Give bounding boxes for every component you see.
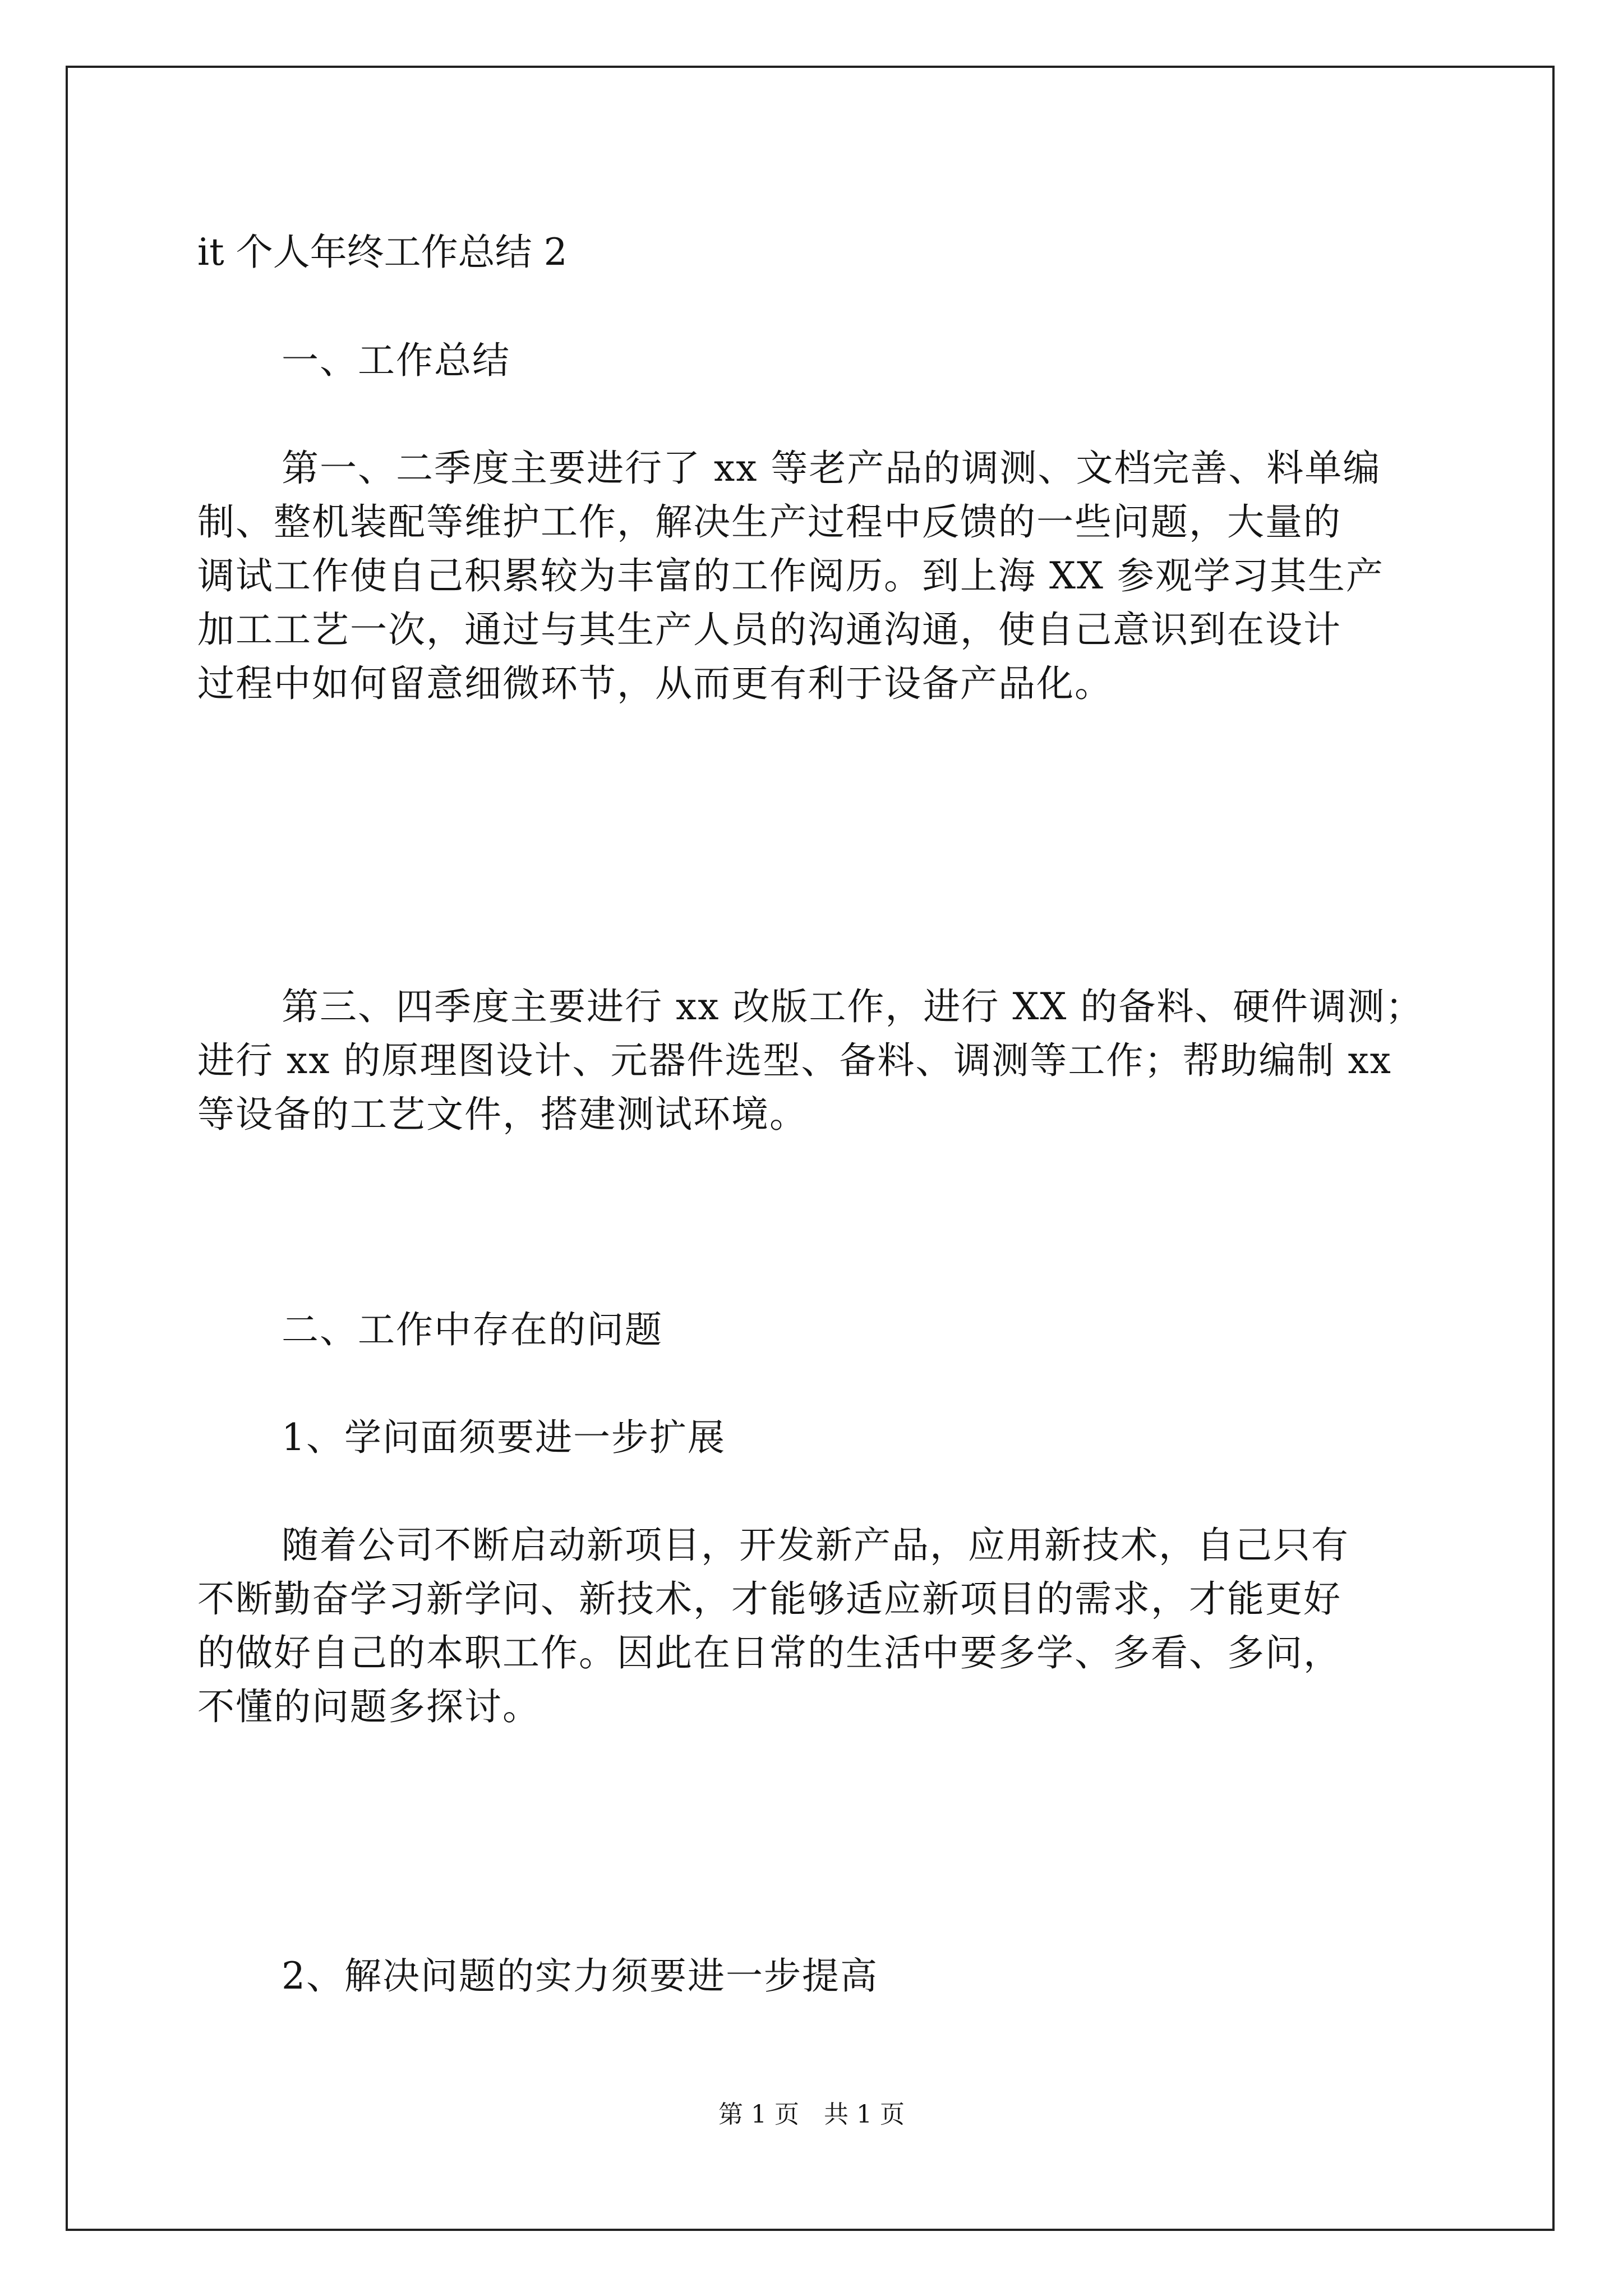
paragraph-line: 的做好自己的本职工作。因此在日常的生活中要多学、多看、多问， xyxy=(197,1631,1341,1674)
paragraph-q3-q4-work xyxy=(197,980,1431,1142)
subheading-knowledge: 1、学问面须要进一步扩展 xyxy=(282,1416,726,1459)
paragraph-line: 第三、四季度主要进行 xx 改版工作，进行 XX 的备料、硬件调测； xyxy=(282,985,1424,1028)
paragraph-learning xyxy=(197,1519,1431,1734)
document-title: it 个人年终工作总结 2 xyxy=(197,231,568,274)
paragraph-line: 加工工艺一次，通过与其生产人员的沟通沟通，使自己意识到在设计 xyxy=(197,608,1341,651)
paragraph-line: 过程中如何留意细微环节，从而更有利于设备产品化。 xyxy=(197,662,1113,705)
page-border xyxy=(66,66,1555,2231)
section-heading-problems: 二、工作中存在的问题 xyxy=(282,1308,663,1351)
page-number-footer: 第 1 页 共 1 页 xyxy=(718,2100,905,2129)
paragraph-line: 制、整机装配等维护工作，解决生产过程中反馈的一些问题，大量的 xyxy=(197,500,1341,544)
paragraph-line: 调试工作使自己积累较为丰富的工作阅历。到上海 XX 参观学习其生产 xyxy=(197,554,1384,597)
paragraph-line: 等设备的工艺文件，搭建测试环境。 xyxy=(197,1093,808,1136)
subheading-problem-solving: 2、解决问题的实力须要进一步提高 xyxy=(282,1954,878,1998)
paragraph-line: 不断勤奋学习新学问、新技术，才能够适应新项目的需求，才能更好 xyxy=(197,1577,1341,1621)
paragraph-line: 不懂的问题多探讨。 xyxy=(197,1685,541,1728)
paragraph-line: 随着公司不断启动新项目，开发新产品，应用新技术，自己只有 xyxy=(282,1524,1349,1567)
paragraph-line: 第一、二季度主要进行了 xx 等老产品的调测、文档完善、料单编 xyxy=(282,447,1381,490)
section-heading-work-summary: 一、工作总结 xyxy=(282,339,510,382)
paragraph-q1-q2-work xyxy=(197,441,1431,711)
paragraph-line: 进行 xx 的原理图设计、元器件选型、备料、调测等工作；帮助编制 xx xyxy=(197,1039,1392,1082)
